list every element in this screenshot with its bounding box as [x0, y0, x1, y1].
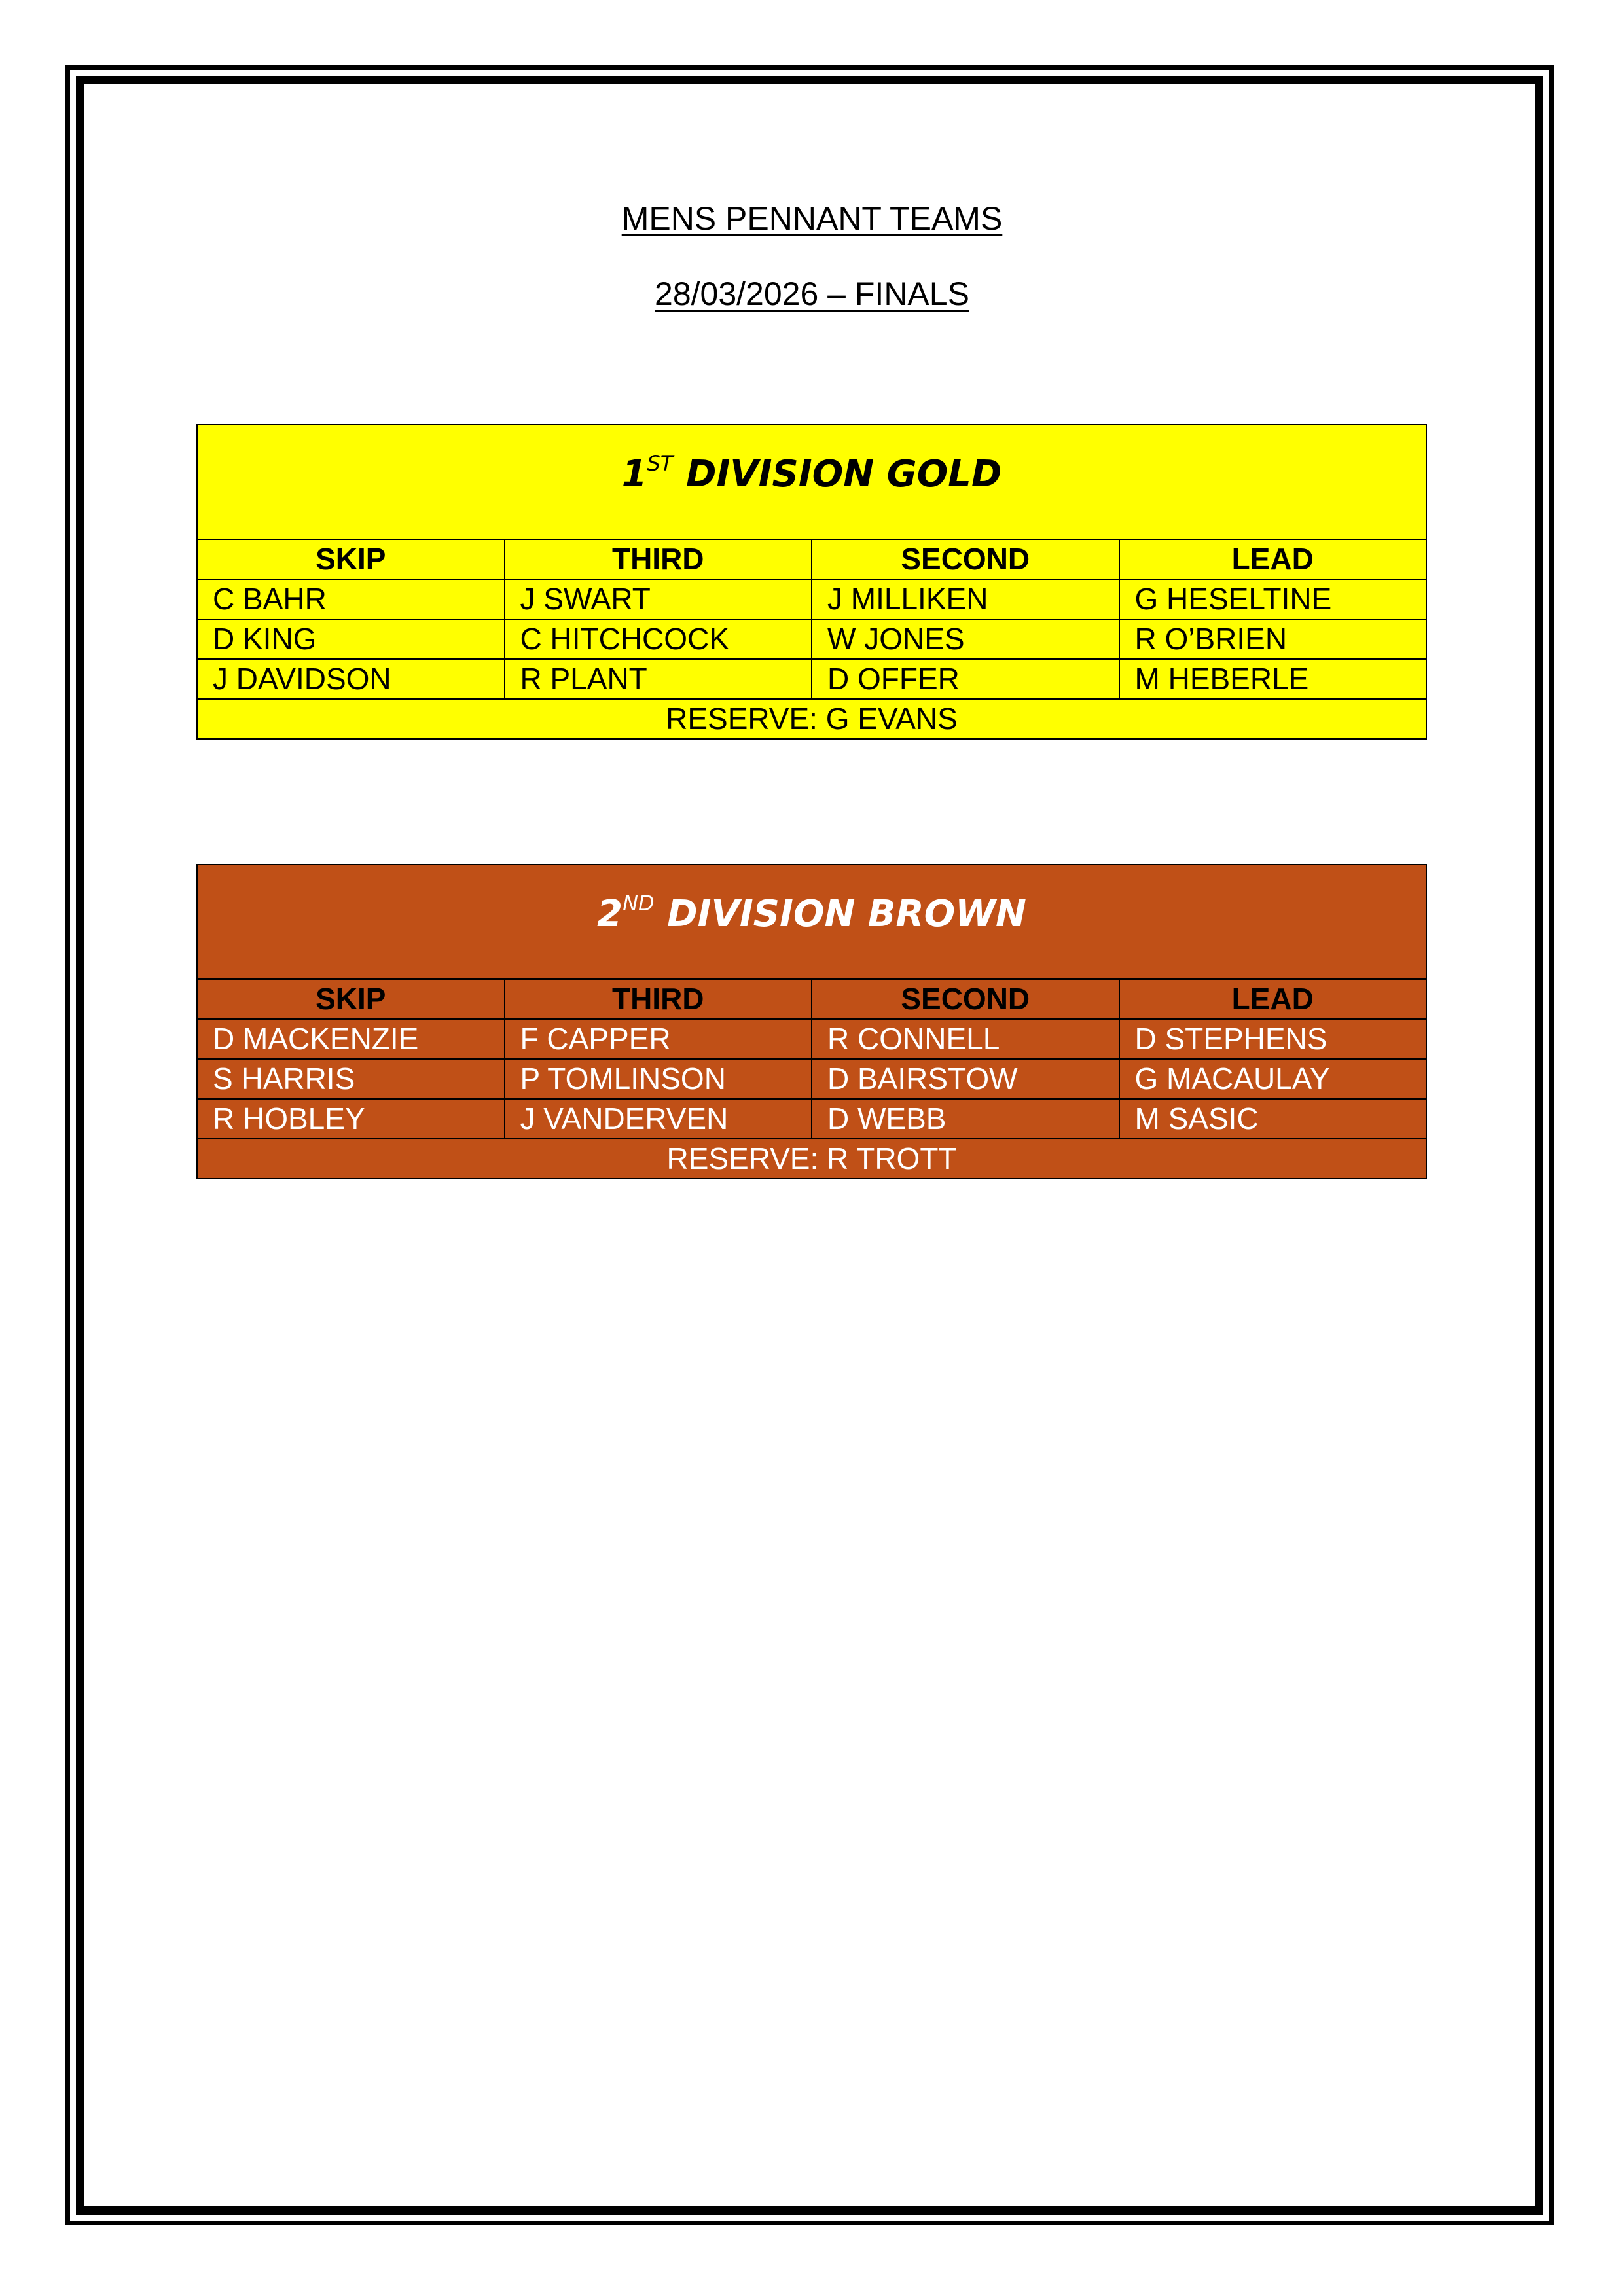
column-header-row: [197, 979, 1426, 1019]
cell-second: W JONES: [812, 619, 1119, 659]
cell-lead: M SASIC: [1119, 1099, 1427, 1139]
team-name: DIVISION GOLD: [685, 453, 1002, 495]
cell-lead: G HESELTINE: [1119, 579, 1427, 619]
cell-lead: R O’BRIEN: [1119, 619, 1427, 659]
column-header-third: THIRD: [505, 979, 812, 1019]
team-name: DIVISION BROWN: [667, 893, 1026, 935]
cell-skip: D KING: [197, 619, 505, 659]
cell-skip: R HOBLEY: [197, 1099, 505, 1139]
document-subtitle: 28/03/2026 – FINALS: [655, 276, 969, 312]
cell-second: R CONNELL: [812, 1019, 1119, 1059]
cell-lead: D STEPHENS: [1119, 1019, 1427, 1059]
team-table-gold: [196, 424, 1427, 740]
column-header-skip: SKIP: [197, 979, 505, 1019]
team-title: [197, 865, 1426, 979]
column-header-third: THIRD: [505, 539, 812, 579]
team-title-row: [197, 865, 1426, 979]
cell-second: D BAIRSTOW: [812, 1059, 1119, 1099]
table-row: [197, 619, 1426, 659]
cell-second: J MILLIKEN: [812, 579, 1119, 619]
cell-third: J VANDERVEN: [505, 1099, 812, 1139]
cell-third: R PLANT: [505, 659, 812, 699]
cell-lead: M HEBERLE: [1119, 659, 1427, 699]
cell-third: F CAPPER: [505, 1019, 812, 1059]
table-row: [197, 1099, 1426, 1139]
cell-third: J SWART: [505, 579, 812, 619]
column-header-second: SECOND: [812, 539, 1119, 579]
column-header-second: SECOND: [812, 979, 1119, 1019]
cell-skip: D MACKENZIE: [197, 1019, 505, 1059]
table-row: [197, 579, 1426, 619]
reserve-row: [197, 699, 1426, 739]
team-ordinal-suffix: ND: [623, 891, 655, 916]
cell-third: P TOMLINSON: [505, 1059, 812, 1099]
team-title: [197, 425, 1426, 539]
reserve-cell: RESERVE: G EVANS: [197, 699, 1426, 739]
team-title-row: [197, 425, 1426, 539]
table-row: [197, 659, 1426, 699]
column-header-row: [197, 539, 1426, 579]
cell-skip: J DAVIDSON: [197, 659, 505, 699]
table-row: [197, 1059, 1426, 1099]
column-header-lead: LEAD: [1119, 539, 1427, 579]
cell-second: D OFFER: [812, 659, 1119, 699]
team-number: 1: [621, 453, 647, 495]
cell-lead: G MACAULAY: [1119, 1059, 1427, 1099]
cell-skip: C BAHR: [197, 579, 505, 619]
team-number: 2: [597, 893, 623, 935]
column-header-skip: SKIP: [197, 539, 505, 579]
reserve-cell: RESERVE: R TROTT: [197, 1139, 1426, 1179]
document-title: MENS PENNANT TEAMS: [621, 200, 1003, 237]
cell-third: C HITCHCOCK: [505, 619, 812, 659]
team-table-brown: [196, 864, 1427, 1179]
table-row: [197, 1019, 1426, 1059]
team-ordinal-suffix: ST: [647, 451, 674, 476]
column-header-lead: LEAD: [1119, 979, 1427, 1019]
cell-skip: S HARRIS: [197, 1059, 505, 1099]
cell-second: D WEBB: [812, 1099, 1119, 1139]
reserve-row: [197, 1139, 1426, 1179]
